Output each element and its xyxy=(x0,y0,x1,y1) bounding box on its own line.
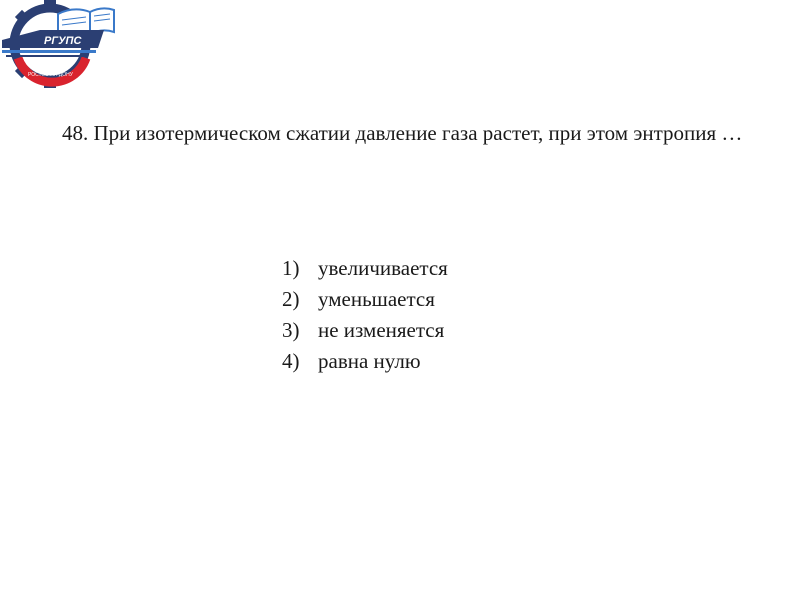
ring-arc xyxy=(18,58,86,82)
answer-number: 1) xyxy=(282,256,300,280)
answer-text: равна нулю xyxy=(318,349,421,373)
answer-text: не изменяется xyxy=(318,318,445,342)
answer-list xyxy=(282,253,448,377)
answer-number: 2) xyxy=(282,287,300,311)
answer-number: 3) xyxy=(282,318,300,342)
logo-ring-text: РОСТОВ-НА-ДОНУ xyxy=(28,72,73,78)
answer-text: увеличивается xyxy=(318,256,448,280)
university-logo xyxy=(0,0,116,88)
answer-number: 4) xyxy=(282,349,300,373)
answer-option-1 xyxy=(282,253,448,284)
answer-option-2 xyxy=(282,284,448,315)
answer-text: уменьшается xyxy=(318,287,435,311)
answer-option-3 xyxy=(282,315,448,346)
answer-option-4 xyxy=(282,346,448,377)
question-text: 48. При изотермическом сжатии давление газа растет, при этом энтропия … xyxy=(62,121,743,145)
logo-text: РГУПС xyxy=(44,35,82,47)
